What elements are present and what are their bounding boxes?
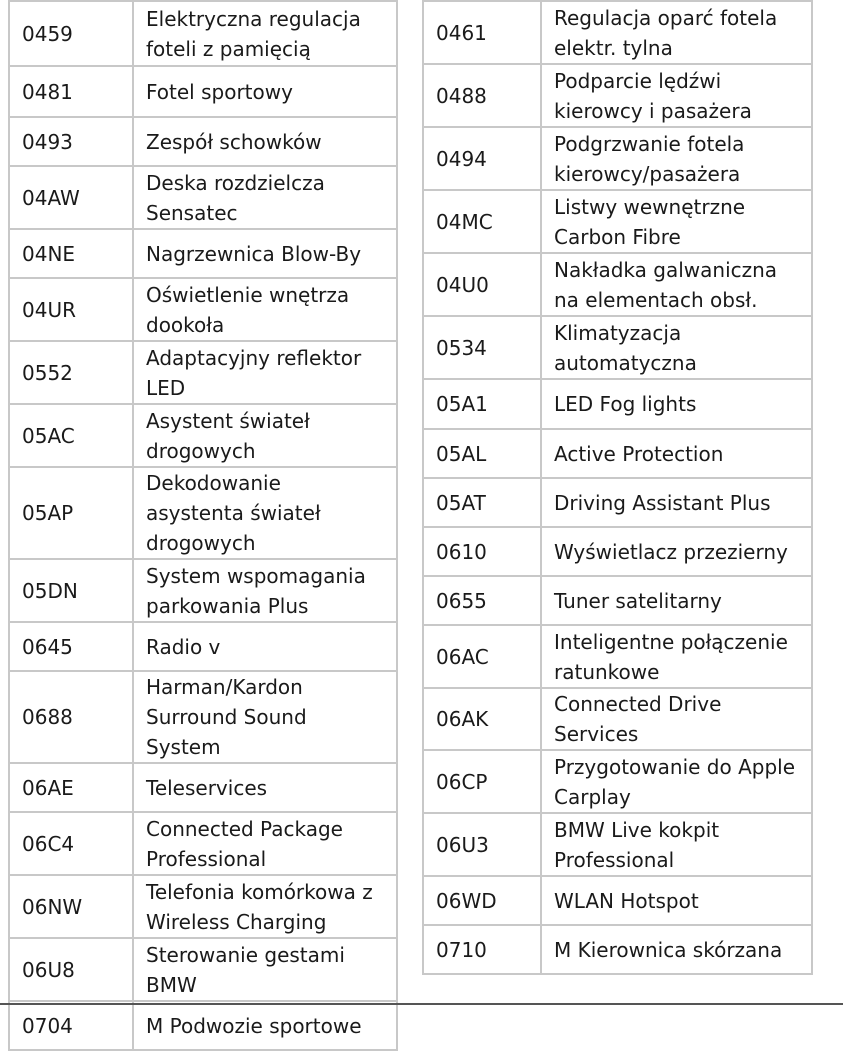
table-row bbox=[423, 316, 812, 379]
option-code: 0488 bbox=[423, 64, 541, 127]
option-description: Listwy wewnętrzne Carbon Fibre bbox=[541, 190, 812, 253]
table-row bbox=[423, 1, 812, 64]
option-code: 05AL bbox=[423, 429, 541, 478]
option-code: 05DN bbox=[9, 559, 133, 622]
option-code: 05AP bbox=[9, 467, 133, 559]
option-description: Elektryczna regulacja foteli z pamięcią bbox=[133, 1, 397, 66]
table-row bbox=[9, 229, 397, 278]
table-row bbox=[423, 190, 812, 253]
table-row bbox=[423, 876, 812, 925]
table-row bbox=[9, 763, 397, 812]
option-code: 06C4 bbox=[9, 812, 133, 875]
option-description: Inteligentne połączenie ratunkowe bbox=[541, 625, 812, 688]
option-code: 06AK bbox=[423, 688, 541, 750]
table-row bbox=[9, 671, 397, 763]
option-description: Connected Drive Services bbox=[541, 688, 812, 750]
option-code: 0481 bbox=[9, 66, 133, 117]
page-bottom-rule bbox=[0, 1003, 843, 1005]
table-row bbox=[9, 559, 397, 622]
option-description: Tuner satelitarny bbox=[541, 576, 812, 625]
option-code: 06CP bbox=[423, 750, 541, 813]
option-code: 0552 bbox=[9, 341, 133, 404]
table-row bbox=[423, 429, 812, 478]
table-row bbox=[9, 341, 397, 404]
option-code: 0494 bbox=[423, 127, 541, 190]
option-code: 05AC bbox=[9, 404, 133, 467]
table-row bbox=[9, 66, 397, 117]
table-row bbox=[423, 625, 812, 688]
table-row bbox=[9, 812, 397, 875]
left-table-body bbox=[9, 1, 397, 1050]
option-code: 0645 bbox=[9, 622, 133, 671]
option-description: BMW Live kokpit Professional bbox=[541, 813, 812, 876]
option-description: Radio v bbox=[133, 622, 397, 671]
table-row bbox=[423, 64, 812, 127]
option-description: Fotel sportowy bbox=[133, 66, 397, 117]
option-code: 0704 bbox=[9, 1001, 133, 1050]
option-description: Podgrzwanie fotela kierowcy/pasażera bbox=[541, 127, 812, 190]
option-code: 0655 bbox=[423, 576, 541, 625]
right-table-body bbox=[423, 1, 812, 974]
option-code: 0710 bbox=[423, 925, 541, 974]
option-description: Klimatyzacja automatyczna bbox=[541, 316, 812, 379]
option-code: 0461 bbox=[423, 1, 541, 64]
table-row bbox=[423, 813, 812, 876]
option-description: Telefonia komórkowa z Wireless Charging bbox=[133, 875, 397, 938]
option-code: 0610 bbox=[423, 527, 541, 576]
option-code: 0688 bbox=[9, 671, 133, 763]
option-description: Oświetlenie wnętrza dookoła bbox=[133, 278, 397, 341]
option-description: M Podwozie sportowe bbox=[133, 1001, 397, 1050]
option-code: 0493 bbox=[9, 117, 133, 166]
options-table-right bbox=[422, 0, 813, 975]
table-row bbox=[423, 750, 812, 813]
table-row bbox=[9, 404, 397, 467]
option-code: 06AC bbox=[423, 625, 541, 688]
table-row bbox=[9, 938, 397, 1001]
table-row bbox=[423, 688, 812, 750]
table-row bbox=[9, 166, 397, 229]
option-description: Connected Package Professional bbox=[133, 812, 397, 875]
table-row bbox=[423, 527, 812, 576]
options-table-left bbox=[8, 0, 398, 1051]
option-description: Teleservices bbox=[133, 763, 397, 812]
option-code: 06AE bbox=[9, 763, 133, 812]
option-description: Active Protection bbox=[541, 429, 812, 478]
option-description: Przygotowanie do Apple Carplay bbox=[541, 750, 812, 813]
option-code: 06WD bbox=[423, 876, 541, 925]
option-description: Zespół schowków bbox=[133, 117, 397, 166]
option-code: 06NW bbox=[9, 875, 133, 938]
table-row bbox=[9, 278, 397, 341]
option-description: Wyświetlacz przezierny bbox=[541, 527, 812, 576]
option-code: 0534 bbox=[423, 316, 541, 379]
option-description: Nagrzewnica Blow-By bbox=[133, 229, 397, 278]
table-row bbox=[9, 467, 397, 559]
option-code: 05A1 bbox=[423, 379, 541, 429]
option-description: System wspomagania parkowania Plus bbox=[133, 559, 397, 622]
option-description: Sterowanie gestami BMW bbox=[133, 938, 397, 1001]
table-row bbox=[423, 379, 812, 429]
table-row bbox=[9, 117, 397, 166]
option-code: 04AW bbox=[9, 166, 133, 229]
option-description: LED Fog lights bbox=[541, 379, 812, 429]
option-code: 0459 bbox=[9, 1, 133, 66]
option-description: Harman/Kardon Surround Sound System bbox=[133, 671, 397, 763]
option-code: 04MC bbox=[423, 190, 541, 253]
option-description: Regulacja oparć fotela elektr. tylna bbox=[541, 1, 812, 64]
option-code: 06U3 bbox=[423, 813, 541, 876]
option-description: M Kierownica skórzana bbox=[541, 925, 812, 974]
option-description: Driving Assistant Plus bbox=[541, 478, 812, 527]
table-row bbox=[423, 478, 812, 527]
table-row bbox=[423, 127, 812, 190]
option-description: Nakładka galwaniczna na elementach obsł. bbox=[541, 253, 812, 316]
table-row bbox=[9, 1001, 397, 1050]
table-row bbox=[9, 622, 397, 671]
table-row bbox=[9, 875, 397, 938]
option-code: 05AT bbox=[423, 478, 541, 527]
option-code: 06U8 bbox=[9, 938, 133, 1001]
option-code: 04UR bbox=[9, 278, 133, 341]
option-description: Dekodowanie asystenta świateł drogowych bbox=[133, 467, 397, 559]
table-row bbox=[423, 576, 812, 625]
table-row bbox=[423, 253, 812, 316]
option-description: Podparcie lędźwi kierowcy i pasażera bbox=[541, 64, 812, 127]
option-code: 04NE bbox=[9, 229, 133, 278]
option-description: Adaptacyjny reflektor LED bbox=[133, 341, 397, 404]
option-description: WLAN Hotspot bbox=[541, 876, 812, 925]
table-row bbox=[423, 925, 812, 974]
table-row bbox=[9, 1, 397, 66]
option-code: 04U0 bbox=[423, 253, 541, 316]
option-description: Deska rozdzielcza Sensatec bbox=[133, 166, 397, 229]
option-description: Asystent świateł drogowych bbox=[133, 404, 397, 467]
